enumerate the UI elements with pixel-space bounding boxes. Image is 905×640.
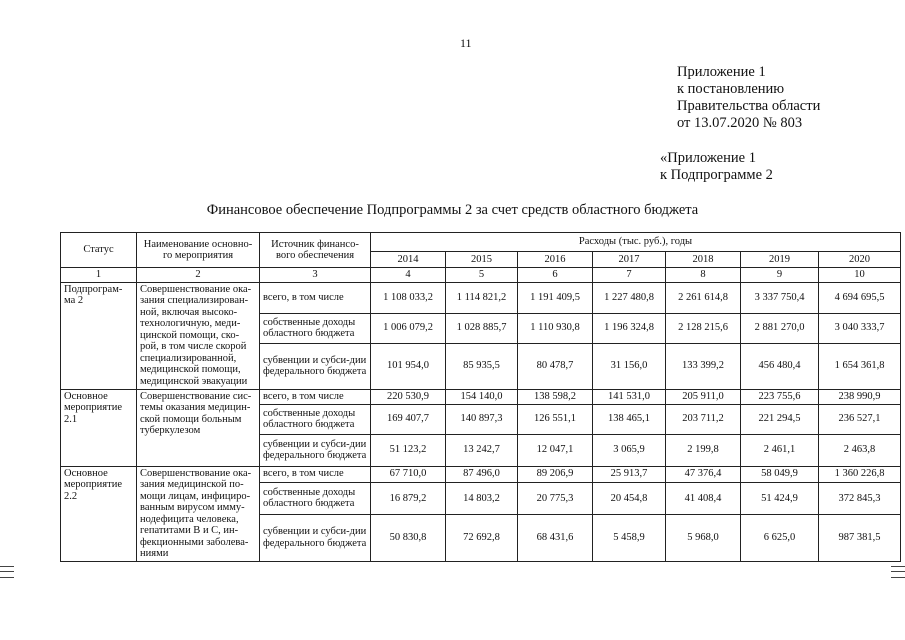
- measure-name-cell: Совершенствование ока-зания специализирован-ной, включая высоко-технологичную, меди-цинской помощи, ско-рой, в том числе скорой специализированной, медицинской помощи, медицинской эвакуации: [137, 282, 260, 389]
- funding-source-cell: субвенции и субси-дии федерального бюджета: [260, 434, 371, 466]
- appendix-line: от 13.07.2020 № 803: [677, 115, 803, 131]
- funding-source-cell: всего, в том числе: [260, 466, 371, 482]
- expense-value-cell: 41 408,4: [666, 482, 741, 514]
- expense-value-cell: 223 755,6: [741, 389, 819, 404]
- expense-value-cell: 2 881 270,0: [741, 313, 819, 343]
- expense-value-cell: 2 261 614,8: [666, 282, 741, 313]
- expense-value-cell: 221 294,5: [741, 404, 819, 434]
- header-year: 2014: [371, 252, 446, 268]
- expense-value-cell: 2 128 215,6: [666, 313, 741, 343]
- expense-value-cell: 20 454,8: [593, 482, 666, 514]
- expense-value-cell: 2 199,8: [666, 434, 741, 466]
- appendix-line: Правительства области: [677, 98, 821, 114]
- table-row: [61, 389, 901, 404]
- header-status: Статус: [61, 233, 137, 268]
- funding-source-cell: собственные доходы областного бюджета: [260, 404, 371, 434]
- expense-value-cell: 3 337 750,4: [741, 282, 819, 313]
- expense-value-cell: 85 935,5: [446, 343, 518, 389]
- expense-value-cell: 1 114 821,2: [446, 282, 518, 313]
- header-year: 2018: [666, 252, 741, 268]
- expense-value-cell: 6 625,0: [741, 515, 819, 561]
- funding-source-cell: собственные доходы областного бюджета: [260, 313, 371, 343]
- expense-value-cell: 2 463,8: [819, 434, 901, 466]
- column-number: 6: [518, 268, 593, 283]
- expense-value-cell: 205 911,0: [666, 389, 741, 404]
- expense-value-cell: 80 478,7: [518, 343, 593, 389]
- expense-value-cell: 133 399,2: [666, 343, 741, 389]
- header-year: 2020: [819, 252, 901, 268]
- header-expenses: Расходы (тыс. руб.), годы: [371, 233, 901, 252]
- expense-value-cell: 5 968,0: [666, 515, 741, 561]
- expense-value-cell: 31 156,0: [593, 343, 666, 389]
- financing-table: [60, 232, 901, 562]
- expense-value-cell: 138 598,2: [518, 389, 593, 404]
- column-number: 3: [260, 268, 371, 283]
- expense-value-cell: 14 803,2: [446, 482, 518, 514]
- funding-source-cell: собственные доходы областного бюджета: [260, 482, 371, 514]
- expense-value-cell: 987 381,5: [819, 515, 901, 561]
- expense-value-cell: 5 458,9: [593, 515, 666, 561]
- column-number: 8: [666, 268, 741, 283]
- column-number: 4: [371, 268, 446, 283]
- expense-value-cell: 1 227 480,8: [593, 282, 666, 313]
- expense-value-cell: 1 110 930,8: [518, 313, 593, 343]
- expense-value-cell: 2 461,1: [741, 434, 819, 466]
- appendix-line: Приложение 1: [677, 64, 766, 80]
- expense-value-cell: 1 196 324,8: [593, 313, 666, 343]
- expense-value-cell: 1 006 079,2: [371, 313, 446, 343]
- expense-value-cell: 138 465,1: [593, 404, 666, 434]
- status-cell: Подпрограм-ма 2: [61, 282, 137, 389]
- appendix-sub-block: [660, 150, 773, 184]
- column-number: 7: [593, 268, 666, 283]
- appendix-sub-line: «Приложение 1: [660, 150, 756, 166]
- expense-value-cell: 13 242,7: [446, 434, 518, 466]
- measure-name-cell: Совершенствование ока-зания медицинской по-мощи лицам, инфициро-ванным вирусом имму-нодефицита человека, гепатитами В и С, ин-фекционными заболева-ниями: [137, 466, 260, 561]
- expense-value-cell: 220 530,9: [371, 389, 446, 404]
- expense-value-cell: 67 710,0: [371, 466, 446, 482]
- funding-source-cell: всего, в том числе: [260, 389, 371, 404]
- expense-value-cell: 169 407,7: [371, 404, 446, 434]
- scan-edge-mark: [891, 566, 905, 578]
- table-row: [61, 282, 901, 313]
- expense-value-cell: 68 431,6: [518, 515, 593, 561]
- scan-edge-mark: [0, 566, 14, 578]
- header-year: 2019: [741, 252, 819, 268]
- expense-value-cell: 51 424,9: [741, 482, 819, 514]
- expense-value-cell: 3 040 333,7: [819, 313, 901, 343]
- expense-value-cell: 51 123,2: [371, 434, 446, 466]
- appendix-block: [677, 64, 820, 132]
- expense-value-cell: 25 913,7: [593, 466, 666, 482]
- document-title: Финансовое обеспечение Подпрограммы 2 за счет средств областного бюджета: [206, 202, 699, 218]
- expense-value-cell: 126 551,1: [518, 404, 593, 434]
- expense-value-cell: 89 206,9: [518, 466, 593, 482]
- status-cell: Основное мероприятие 2.1: [61, 389, 137, 466]
- expense-value-cell: 16 879,2: [371, 482, 446, 514]
- expense-value-cell: 50 830,8: [371, 515, 446, 561]
- column-number: 10: [819, 268, 901, 283]
- expense-value-cell: 1 654 361,8: [819, 343, 901, 389]
- expense-value-cell: 47 376,4: [666, 466, 741, 482]
- expense-value-cell: 20 775,3: [518, 482, 593, 514]
- expense-value-cell: 456 480,4: [741, 343, 819, 389]
- measure-name-cell: Совершенствование сис-темы оказания медицин-ской помощи больным туберкулезом: [137, 389, 260, 466]
- expense-value-cell: 236 527,1: [819, 404, 901, 434]
- expense-value-cell: 372 845,3: [819, 482, 901, 514]
- header-year: 2016: [518, 252, 593, 268]
- expense-value-cell: 203 711,2: [666, 404, 741, 434]
- expense-value-cell: 58 049,9: [741, 466, 819, 482]
- expense-value-cell: 141 531,0: [593, 389, 666, 404]
- status-cell: Основное мероприятие 2.2: [61, 466, 137, 561]
- expense-value-cell: 12 047,1: [518, 434, 593, 466]
- funding-source-cell: субвенции и субси-дии федерального бюджета: [260, 515, 371, 561]
- header-source: Источник финансо-вого обеспечения: [260, 233, 371, 268]
- column-number: 2: [137, 268, 260, 283]
- appendix-sub-line: к Подпрограмме 2: [660, 167, 773, 183]
- expense-value-cell: 3 065,9: [593, 434, 666, 466]
- expense-value-cell: 1 028 885,7: [446, 313, 518, 343]
- expense-value-cell: 140 897,3: [446, 404, 518, 434]
- funding-source-cell: всего, в том числе: [260, 282, 371, 313]
- header-name: Наименование основно-го мероприятия: [137, 233, 260, 268]
- expense-value-cell: 87 496,0: [446, 466, 518, 482]
- funding-source-cell: субвенции и субси-дии федерального бюджета: [260, 343, 371, 389]
- expense-value-cell: 1 360 226,8: [819, 466, 901, 482]
- column-number: 9: [741, 268, 819, 283]
- page-number: 11: [460, 36, 472, 50]
- expense-value-cell: 72 692,8: [446, 515, 518, 561]
- expense-value-cell: 1 108 033,2: [371, 282, 446, 313]
- column-number: 5: [446, 268, 518, 283]
- expense-value-cell: 4 694 695,5: [819, 282, 901, 313]
- column-number: 1: [61, 268, 137, 283]
- expense-value-cell: 238 990,9: [819, 389, 901, 404]
- appendix-line: к постановлению: [677, 81, 785, 97]
- expense-value-cell: 101 954,0: [371, 343, 446, 389]
- header-year: 2015: [446, 252, 518, 268]
- expense-value-cell: 154 140,0: [446, 389, 518, 404]
- table-row: [61, 466, 901, 482]
- expense-value-cell: 1 191 409,5: [518, 282, 593, 313]
- header-year: 2017: [593, 252, 666, 268]
